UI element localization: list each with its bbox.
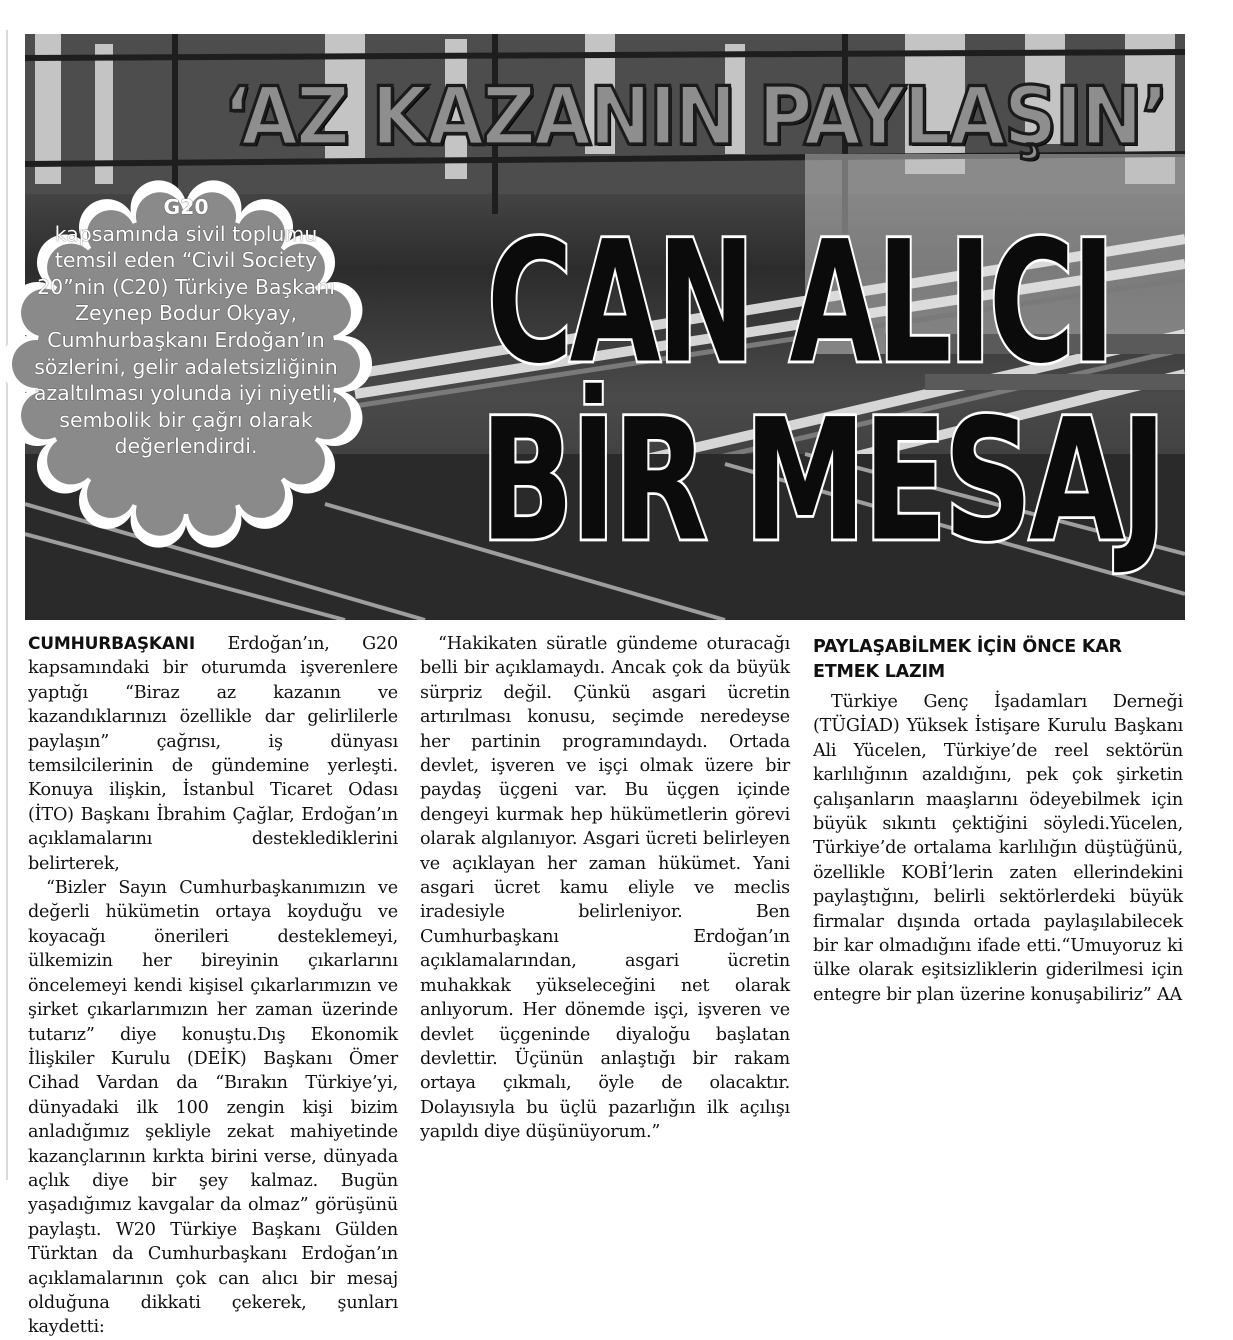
main-headline-line2: BİR MESAJ (480, 384, 1164, 579)
lead-word: CUMHURBAŞKANI (28, 634, 195, 654)
article-paragraph-1 (28, 632, 398, 876)
article-column-1 (28, 632, 398, 1340)
badge-body: kapsamında sivil toplumu temsil eden “Civil Society 20”nin (C20) Türkiye Başkanı Zeynep Bodur Okyay, Cumhurbaşkanı Erdoğan’ın sözlerini, gelir adaletsizliğinin azaltılması yolunda iyi niyetli, sembolik bir çağrı olarak değerlendirdi. (33, 221, 339, 459)
main-headline-line1: CAN ALICI (487, 206, 1113, 401)
article-column-3 (813, 632, 1183, 1007)
paragraph-1-text: Erdoğan’ın, G20 kapsamındaki bir oturumda işverenlere yaptığı “Biraz az kazanın ve kazandıklarınızı özellikle dar gelirlilerle paylaşın” çağrısı, iş dünyası temsilcilerinin de gündemine yerleşti. Konuya ilişkin, İstanbul Ticaret Odası (İTO) Başkanı İbrahim Çağlar, Erdoğan’ın açıklamalarını desteklediklerini belirterek, (28, 634, 398, 874)
article-paragraph-2: “Bizler Sayın Cumhurbaşkanımızın ve değerli hükümetin ortaya koyduğu ve koyacağı önerileri desteklemeyi, ülkemizin her bireyinin çıkarlarını öncelemeyi kendi kişisel çıkarlarımızın ve şirket çıkarlarımızın her zaman üzerinde tutarız” diye konuştu.Dış Ekonomik İlişkiler Kurulu (DEİK) Başkanı Ömer Cihad Vardan da “Bırakın Türkiye’yi, dünyadaki ilk 100 zengin kişi bizim anladığımız şekliyle zekat mahiyetinde kazançlarının kırkta birini verse, dünyada açlık diye bir şey kalmaz. Bugün yaşadığımız kavgalar da olmaz” görüşünü paylaştı. W20 Türkiye Başkanı Gülden Türktan da Cumhurbaşkanı Erdoğan’ın açıklamalarının çok can alıcı bir mesaj olduğuna dikkati çekerek, şunları kaydetti: (28, 878, 398, 1338)
article-subheading: PAYLAŞABİLMEK İÇİN ÖNCE KAR ETMEK LAZIM (813, 637, 1122, 682)
kicker-headline: ‘AZ KAZANIN PAYLAŞIN’ (223, 70, 1167, 164)
article-column-2 (420, 632, 790, 1145)
article-paragraph-4: Türkiye Genç İşadamları Derneği (TÜGİAD) Yüksek İstişare Kurulu Başkanı Ali Yücelen, Türkiye’de reel sektörün karlılığının azaldığını, pek çok şirketin çalışanların maaşlarını ödeyebilmek için büyük sıkıntı çektiğini söyledi.Yücelen, Türkiye’de ortalama karlılığın düştüğünü, özellikle KOBİ’lerin zaten ellerindekini paylaştığını, belirli sektörlerdeki büyük firmalar dışında ortada paylaşılabilecek bir kar olmadığını ifade etti.“Umuyoruz ki ülke olarak eşitsizliklerin giderilmesi için entegre bir plan üzerine konuşabiliriz” AA (813, 692, 1183, 1005)
quote-badge (0, 178, 372, 550)
badge-text (22, 194, 350, 460)
badge-label: G20 (163, 195, 209, 219)
article-paragraph-3: “Hakikaten süratle gündeme oturacağı belli bir açıklamaydı. Ancak çok da büyük sürpriz değil. Çünkü asgari ücretin artırılması konusu, seçimde neredeyse her partinin programındaydı. Ortada devlet, işveren ve işçi olmak üzere bir paydaş üçgeni var. Bu üçgen içinde dengeyi kurmak hep hükümetlerin görevi olarak algılanıyor. Asgari ücreti belirleyen ve açıklayan her zaman hükümet. Yani asgari ücret kamu eliyle ve meclis iradesiyle belirleniyor. Ben Cumhurbaşkanı Erdoğan’ın açıklamalarından, asgari ücretin muhakkak yükseleceğini net olarak anlıyorum. Her dönemde işçi, işveren ve devlet üçgeninde diyaloğu başlatan devlettir. Üçünün anlaştığı bir rakam ortaya çıkmalı, öyle de olacaktır. Dolayısıyla bu üçlü pazarlığın ilk açılışı yapıldı diye düşünüyorum.” (420, 634, 790, 1143)
